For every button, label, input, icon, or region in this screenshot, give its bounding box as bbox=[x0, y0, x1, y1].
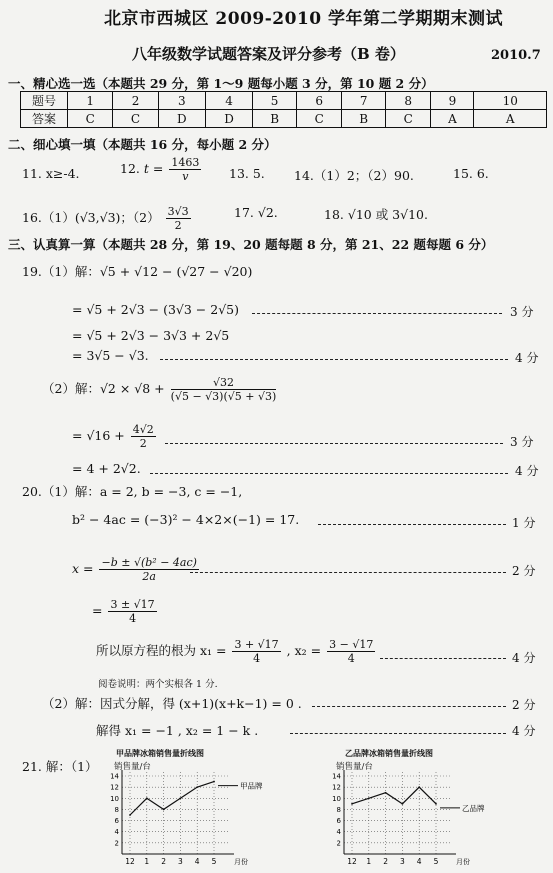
chart-b-svg bbox=[322, 770, 502, 870]
x-tick-label: 5 bbox=[211, 857, 217, 866]
section1-heading: 一、精心选一选（本题共 29 分，第 1～9 题每小题 3 分，第 10 题 2 分） bbox=[8, 76, 434, 91]
q20-1-line4-text: 所以原方程的根为 x₁ = bbox=[96, 643, 227, 658]
fraction bbox=[327, 638, 375, 665]
table-cell: C bbox=[386, 110, 431, 128]
date: 2010.7 bbox=[491, 48, 541, 63]
y-tick-label: 10 bbox=[110, 794, 119, 803]
answer-12-label: 12. bbox=[120, 161, 140, 176]
y-tick-label: 8 bbox=[336, 805, 341, 814]
x-tick-label: 3 bbox=[178, 857, 183, 866]
table-cell: 8 bbox=[386, 92, 431, 110]
table-cell: C bbox=[68, 110, 113, 128]
data-point bbox=[146, 797, 148, 799]
x-tick-label: 4 bbox=[194, 857, 200, 866]
answer-11: 11. x≥-4. bbox=[22, 166, 80, 181]
x-axis-label: 月份 bbox=[456, 858, 470, 866]
q19-1-line1: = √5 + 2√3 − (3√3 − 2√5) bbox=[72, 302, 239, 317]
q20-1-line3-text: = bbox=[92, 603, 103, 618]
q19-2-text: （2）解：√2 × √8 + bbox=[42, 381, 165, 396]
data-point bbox=[385, 792, 387, 794]
y-tick-label: 14 bbox=[332, 772, 341, 781]
q21: 21. 解：（1） bbox=[22, 759, 98, 774]
table-row-answers bbox=[21, 110, 547, 128]
score-label: 3 分 bbox=[510, 435, 534, 449]
y-tick-label: 8 bbox=[114, 805, 119, 814]
table-cell: C bbox=[296, 110, 341, 128]
table-cell: 5 bbox=[253, 92, 297, 110]
table-cell: D bbox=[158, 110, 205, 128]
q20-1-line2 bbox=[72, 556, 201, 583]
dotted-leader bbox=[190, 572, 506, 573]
q20-2: （2）解：因式分解，得 (x+1)(x+k−1) = 0 . bbox=[42, 696, 302, 711]
dotted-leader bbox=[290, 733, 506, 734]
fraction bbox=[108, 598, 156, 625]
chart-b-ylabel: 销售量/台 bbox=[336, 762, 373, 772]
denominator: 4 bbox=[347, 652, 355, 665]
q20-2-line1: 解得 x₁ = −1 , x₂ = 1 − k . bbox=[96, 723, 259, 738]
numerator: √32 bbox=[171, 376, 277, 390]
data-point bbox=[180, 797, 182, 799]
numerator: 4√2 bbox=[132, 423, 154, 436]
data-point bbox=[196, 786, 198, 788]
dotted-leader bbox=[150, 473, 508, 474]
score-label: 1 分 bbox=[512, 516, 536, 530]
answer-15: 15. 6. bbox=[453, 166, 489, 181]
q20-1-line4-mid: , x₂ = bbox=[286, 643, 322, 658]
answer-16-text: 16.（1）(√3,√3)；（2） bbox=[22, 210, 160, 225]
table-cell: A bbox=[431, 110, 474, 128]
denominator: 2 bbox=[139, 437, 147, 450]
table-cell: 10 bbox=[474, 92, 547, 110]
page-title: 北京市西城区 2009-2010 学年第二学期期末测试 bbox=[104, 9, 504, 29]
score-label: 3 分 bbox=[510, 305, 534, 319]
chart-a-title: 甲品牌冰箱销售量折线图 bbox=[116, 748, 204, 758]
numerator: 3√3 bbox=[167, 205, 189, 218]
answer-12 bbox=[120, 156, 203, 183]
fraction bbox=[171, 376, 277, 403]
data-point bbox=[129, 814, 131, 816]
x-axis-label: 月份 bbox=[234, 858, 248, 866]
x-tick-label: 12 bbox=[347, 857, 357, 866]
q20-1-line4 bbox=[96, 638, 377, 665]
table-cell: 4 bbox=[205, 92, 252, 110]
chart-a-ylabel: 销售量/台 bbox=[114, 762, 151, 772]
q19-2-line2: = 4 + 2√2. bbox=[72, 461, 141, 476]
data-point bbox=[402, 803, 404, 805]
y-tick-label: 12 bbox=[110, 783, 119, 792]
data-point bbox=[163, 809, 165, 811]
table-row-numbers bbox=[21, 92, 547, 110]
table-cell: 7 bbox=[342, 92, 386, 110]
x-tick-label: 12 bbox=[125, 857, 135, 866]
denominator: v bbox=[182, 170, 189, 183]
y-tick-label: 10 bbox=[332, 794, 341, 803]
fraction bbox=[131, 423, 156, 450]
x-tick-label: 4 bbox=[416, 857, 422, 866]
score-label: 4 分 bbox=[515, 464, 539, 478]
fraction bbox=[166, 205, 191, 232]
q19-1-line2: = √5 + 2√3 − 3√3 + 2√5 bbox=[72, 328, 230, 343]
dotted-leader bbox=[160, 359, 508, 360]
y-tick-label: 12 bbox=[332, 783, 341, 792]
x-tick-label: 3 bbox=[400, 857, 405, 866]
fraction bbox=[99, 556, 198, 583]
y-tick-label: 2 bbox=[114, 839, 119, 848]
legend-label: 甲品牌 bbox=[240, 781, 263, 791]
data-point bbox=[418, 786, 420, 788]
answer-16 bbox=[22, 205, 193, 232]
score-label: 4 分 bbox=[515, 351, 539, 365]
table-cell: 9 bbox=[431, 92, 474, 110]
chart-b-title: 乙品牌冰箱销售量折线图 bbox=[345, 748, 433, 758]
data-point bbox=[435, 803, 437, 805]
denominator: 4 bbox=[129, 612, 137, 625]
q20-1-line1: b² − 4ac = (−3)² − 4×2×(−1) = 17. bbox=[72, 512, 300, 527]
numerator: 1463 bbox=[171, 156, 200, 169]
dotted-leader bbox=[312, 706, 506, 707]
q20-1: 20.（1）解：a = 2, b = −3, c = −1, bbox=[22, 484, 243, 499]
answer-12-var: t = bbox=[143, 161, 164, 176]
y-tick-label: 14 bbox=[110, 772, 119, 781]
answer-17: 17. √2. bbox=[234, 205, 278, 220]
y-tick-label: 4 bbox=[336, 828, 341, 837]
data-point bbox=[213, 781, 215, 783]
numerator: 3 ± √17 bbox=[110, 598, 155, 611]
denominator: (√5 − √3)(√5 + √3) bbox=[170, 390, 277, 403]
answer-table bbox=[20, 91, 547, 128]
q20-1-line3 bbox=[92, 598, 159, 625]
score-label: 2 分 bbox=[512, 564, 536, 578]
grading-note: 阅卷说明：两个实根各 1 分. bbox=[98, 679, 218, 690]
denominator: 2 bbox=[174, 219, 182, 232]
denominator: 2a bbox=[142, 570, 156, 583]
y-tick-label: 4 bbox=[114, 828, 119, 837]
x-tick-label: 2 bbox=[161, 857, 166, 866]
table-cell: 2 bbox=[113, 92, 158, 110]
dotted-leader bbox=[165, 443, 503, 444]
table-cell: A bbox=[474, 110, 547, 128]
table-cell: B bbox=[342, 110, 386, 128]
x-tick-label: 5 bbox=[433, 857, 439, 866]
q19-2-line1 bbox=[72, 423, 158, 450]
answer-18: 18. √10 或 3√10. bbox=[324, 207, 428, 222]
series-line bbox=[130, 782, 214, 815]
q19-2-line1-text: = √16 + bbox=[72, 428, 125, 443]
numerator: 3 + √17 bbox=[234, 638, 279, 651]
page-subtitle: 八年级数学试题答案及评分参考（B 卷） bbox=[132, 45, 405, 63]
series-line bbox=[352, 787, 436, 804]
table-cell: 3 bbox=[158, 92, 205, 110]
table-header-cell: 题号 bbox=[21, 92, 68, 110]
section2-heading: 二、细心填一填（本题共 16 分，每小题 2 分） bbox=[8, 137, 277, 152]
q19-2 bbox=[42, 376, 278, 403]
table-cell: B bbox=[253, 110, 297, 128]
score-label: 4 分 bbox=[512, 651, 536, 665]
x-tick-label: 2 bbox=[383, 857, 388, 866]
dotted-leader bbox=[318, 524, 506, 525]
legend-label: 乙品牌 bbox=[462, 803, 485, 813]
table-header-cell: 答案 bbox=[21, 110, 68, 128]
q19-1: 19.（1）解：√5 + √12 − (√27 − √20) bbox=[22, 264, 253, 279]
table-cell: D bbox=[205, 110, 252, 128]
q19-1-line3: = 3√5 − √3. bbox=[72, 348, 149, 363]
x-tick-label: 1 bbox=[366, 857, 372, 866]
table-cell: C bbox=[113, 110, 158, 128]
answer-14: 14.（1）2；（2）90. bbox=[294, 168, 414, 183]
numerator: 3 − √17 bbox=[329, 638, 374, 651]
score-label: 2 分 bbox=[512, 698, 536, 712]
score-label: 4 分 bbox=[512, 724, 536, 738]
y-tick-label: 6 bbox=[114, 817, 119, 826]
chart-a-svg bbox=[100, 770, 280, 870]
y-tick-label: 2 bbox=[336, 839, 341, 848]
x-tick-label: 1 bbox=[144, 857, 150, 866]
q20-1-line2-text: x = bbox=[72, 561, 94, 576]
fraction bbox=[232, 638, 280, 665]
numerator: −b ± √(b² − 4ac) bbox=[101, 556, 197, 569]
answer-13: 13. 5. bbox=[229, 166, 265, 181]
y-tick-label: 6 bbox=[336, 817, 341, 826]
dotted-leader bbox=[380, 658, 506, 659]
table-cell: 1 bbox=[68, 92, 113, 110]
table-cell: 6 bbox=[296, 92, 341, 110]
dotted-leader bbox=[252, 313, 502, 314]
data-point bbox=[368, 797, 370, 799]
data-point bbox=[351, 803, 353, 805]
section3-heading: 三、认真算一算（本题共 28 分，第 19、20 题每题 8 分，第 21、22 题每题 6 分） bbox=[8, 237, 494, 252]
denominator: 4 bbox=[253, 652, 261, 665]
fraction bbox=[169, 156, 201, 183]
